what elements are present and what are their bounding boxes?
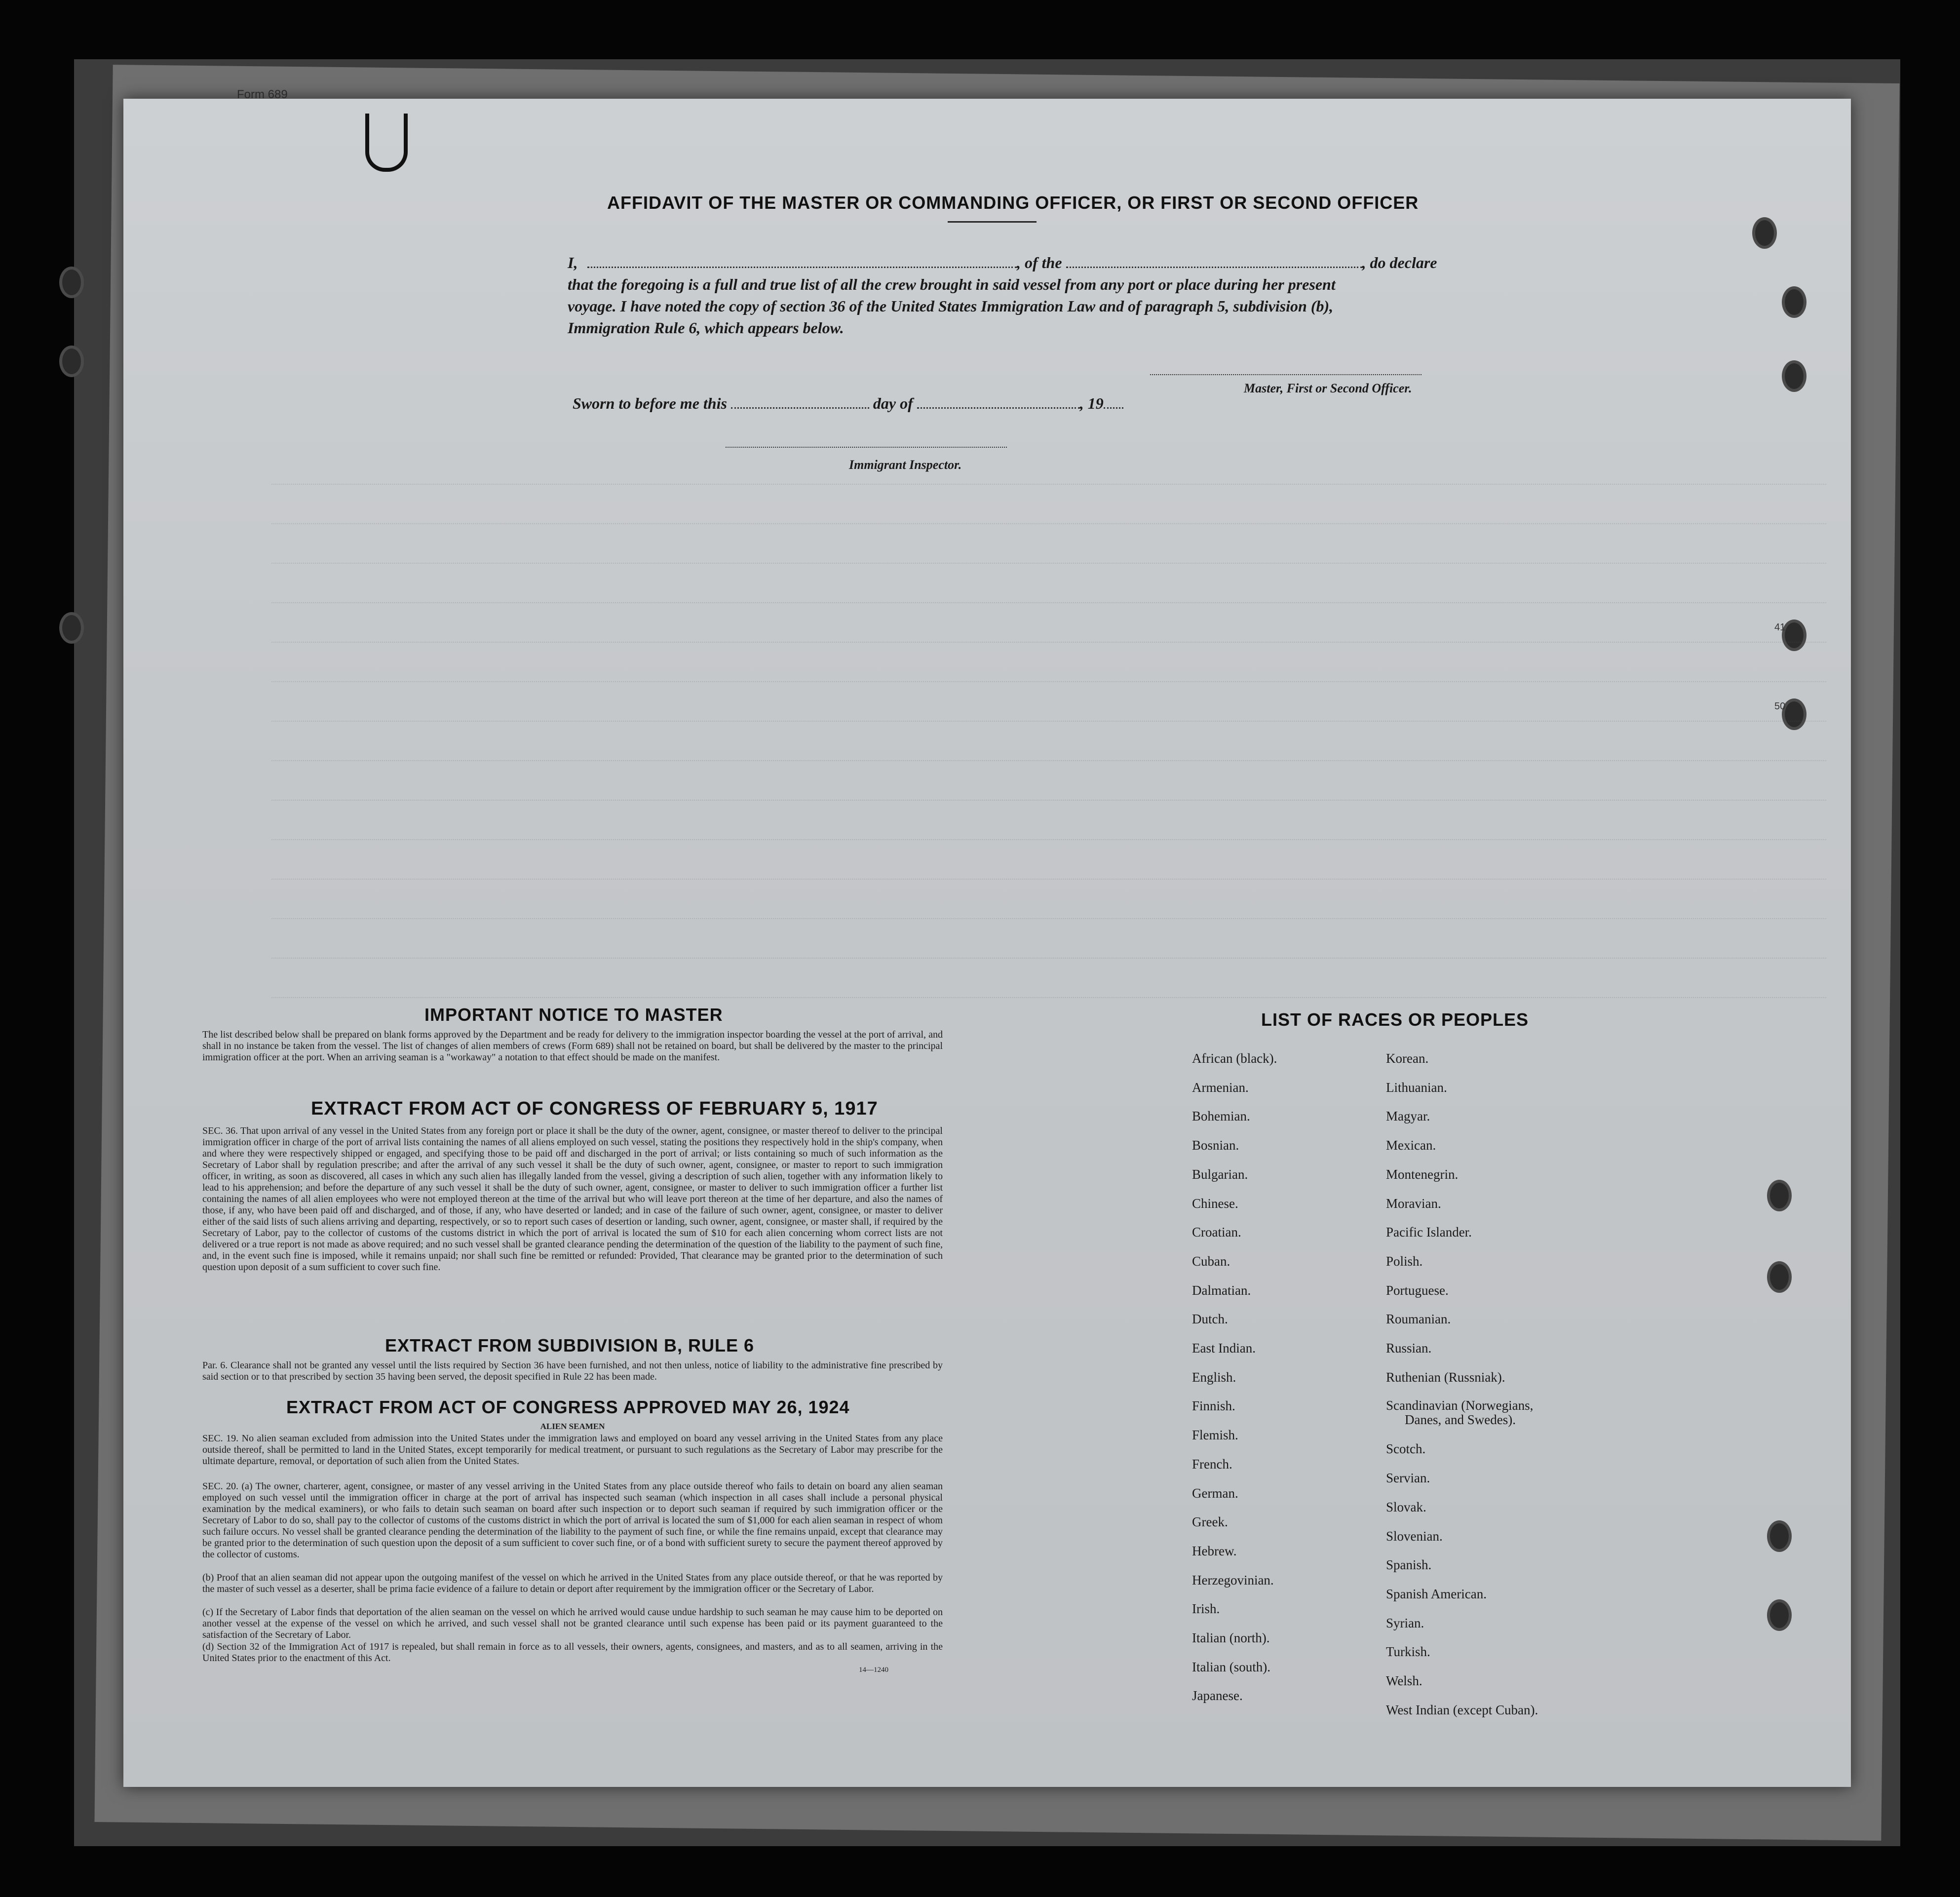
declarant-prefix: I, (568, 254, 578, 271)
race-item: African (black). (1192, 1051, 1277, 1066)
inspector-signature-line[interactable] (726, 447, 1007, 448)
extract-1924-sec19: SEC. 19. No alien seaman excluded from admission into the United States under the immigration laws and employed on board any vessel arriving in the United States from any place outside thereof, shall be permitted to land in the United States, except temporarily for medical treatment, or pursuant to such regulations as the Secretary of Labor may prescribe for the ultimate departure, removal, or deportation of such alien from the United States. (202, 1433, 943, 1467)
bleed-through-row (271, 602, 1826, 604)
race-item: Turkish. (1386, 1644, 1430, 1660)
race-item: Italian (south). (1192, 1659, 1270, 1674)
sworn-text: Sworn to before me this (573, 394, 727, 412)
bleed-through-row (271, 563, 1826, 564)
race-item: Armenian. (1192, 1080, 1249, 1095)
race-item: Russian. (1386, 1341, 1432, 1356)
binder-hole-right-3 (1782, 360, 1806, 392)
race-item: Servian. (1386, 1471, 1430, 1486)
affidavit-title: AFFIDAVIT OF THE MASTER OR COMMANDING OFFICER, OR FIRST OR SECOND OFFICER (607, 193, 1419, 213)
race-item: Slovenian. (1386, 1528, 1443, 1544)
races-title: LIST OF RACES OR PEOPLES (1261, 1009, 1529, 1030)
race-item: Spanish American. (1386, 1586, 1487, 1601)
margin-mark-50: 50 (1774, 701, 1786, 712)
race-item: German. (1192, 1485, 1238, 1501)
declare-text: , do declare (1362, 254, 1437, 271)
race-item: Roumanian. (1386, 1312, 1451, 1327)
race-item: Spanish. (1386, 1557, 1432, 1573)
form-number: Form 689 (237, 88, 288, 101)
race-item: Japanese. (1192, 1688, 1243, 1703)
master-signature-line[interactable] (1150, 374, 1422, 375)
races-column-2 (1386, 1044, 1538, 1724)
race-item: Irish. (1192, 1601, 1220, 1617)
race-item: Italian (north). (1192, 1630, 1270, 1646)
binder-hole-right-5 (1782, 698, 1806, 730)
extract-rule6-text: Par. 6. Clearance shall not be granted any vessel until the lists required by Section 36 have been furnished, and not then unless, notice of liability to the administrative fine prescribed by said section or to that prescribed by section 35 having been served, the deposit specified in Rule 22 has been made. (202, 1360, 943, 1382)
print-code: 14—1240 (859, 1666, 888, 1674)
race-item: Flemish. (1192, 1428, 1238, 1443)
binder-hole-left-1 (59, 267, 84, 298)
bleed-through-row (271, 879, 1826, 880)
race-item: Pacific Islander. (1386, 1225, 1472, 1240)
race-item: Chinese. (1192, 1196, 1238, 1211)
binder-hole-right-2 (1782, 286, 1806, 318)
race-item: Bohemian. (1192, 1109, 1250, 1124)
race-item: Moravian. (1386, 1196, 1441, 1211)
race-item: Scandinavian (Norwegians, (1386, 1398, 1534, 1413)
binder-hole-right-7 (1767, 1261, 1792, 1293)
race-item: Dalmatian. (1192, 1282, 1251, 1298)
sworn-line (573, 392, 1123, 414)
bleed-through-row (271, 721, 1826, 722)
year-prefix: , 19 (1079, 394, 1104, 412)
race-item: Cuban. (1192, 1253, 1230, 1269)
race-item: French. (1192, 1456, 1232, 1471)
bleed-through-row (271, 760, 1826, 762)
document-page (123, 88, 1851, 1787)
binder-hole-right-9 (1767, 1599, 1792, 1631)
races-column-1 (1192, 1044, 1277, 1710)
race-item: Ruthenian (Russniak). (1386, 1369, 1505, 1385)
day-of-text: day of (873, 394, 913, 412)
binder-hole-left-2 (59, 346, 84, 377)
paper-clip (365, 114, 408, 172)
bleed-through-row (271, 839, 1826, 841)
bleed-through-row (271, 484, 1826, 485)
extract-1924-subtitle: ALIEN SEAMEN (540, 1422, 605, 1431)
sworn-day-field[interactable] (731, 407, 869, 409)
race-item: Hebrew. (1192, 1543, 1237, 1558)
affidavit-statement (568, 252, 1579, 339)
sworn-month-field[interactable] (917, 407, 1080, 409)
bleed-through-row (271, 958, 1826, 959)
declarant-name-field[interactable] (587, 267, 1017, 268)
race-item: Montenegrin. (1386, 1166, 1459, 1182)
extract-1924-title: EXTRACT FROM ACT OF CONGRESS APPROVED MAY 26, 1924 (286, 1397, 850, 1417)
race-item: English. (1192, 1369, 1236, 1385)
race-item: Mexican. (1386, 1138, 1436, 1153)
bleed-through-row (271, 642, 1826, 643)
race-item: Dutch. (1192, 1312, 1228, 1327)
race-item: Syrian. (1386, 1615, 1424, 1630)
race-item: Scotch. (1386, 1441, 1426, 1457)
vessel-prefix: , of the (1017, 254, 1062, 271)
binder-hole-right-1 (1752, 217, 1777, 249)
race-item: Portuguese. (1386, 1282, 1449, 1298)
race-item: Lithuanian. (1386, 1080, 1447, 1095)
binder-hole-left-3 (59, 612, 84, 644)
race-item: Danes, and Swedes). (1405, 1412, 1516, 1428)
bleed-through-row (271, 918, 1826, 920)
sworn-year-field[interactable] (1104, 407, 1123, 409)
extract-1924-sec20a: SEC. 20. (a) The owner, charterer, agent, consignee, or master of any vessel arriving in the United States from any place outside thereof who fails to detain on board any alien seaman employed on such vessel until the immigration officer in charge at the port of arrival has inspected such seaman (which inspection in all cases shall include a personal physical examination by the medical examiners), or who fails to detain such seaman on board after such inspection or to deport such seaman if required by such immigration officer or the Secretary of Labor to do so, shall pay to the collector of customs of the customs district in which the port of arrival is located the sum of $1,000 for each alien seaman in respect of whom such failure occurs. No vessel shall be granted clearance pending the determination of the liability to the payment of such fine, or while the fine remains unpaid, except that clearance may be granted prior to the determination of such question upon the deposit of a sum sufficient to cover such fine, or of a bond with sufficient surety to secure the payment thereof approved by the collector of customs. (202, 1481, 943, 1560)
extract-1917-text: SEC. 36. That upon arrival of any vessel in the United States from any foreign port or place it shall be the duty of the owner, agent, consignee, or master thereof to deliver to the principal immigration officer in charge of the port of arrival lists containing the names of all aliens employed on such vessel, stating the positions they respectively hold in the ship's company, when and where they were respectively shipped or engaged, and specifying those to be paid off and discharged in the port of arrival; or lists containing so much of such information as the Secretary of Labor shall by regulation prescribe; and after the arrival of any such vessel it shall be the duty of such owner, agent, consignee, or master to report to such immigration officer, in writing, as soon as discovered, all cases in which any such alien has illegally landed from the vessel, giving a description of such alien, together with any information likely to lead to his apprehension; and before the departure of any such vessel it shall be the duty of such owner, agent, consignee, or master to deliver to such immigration officer a further list containing the names of all alien employees who were not employed thereon at the time of the arrival but who will leave port thereon at the time of her departure, and also the names of those, if any, who have been paid off and discharged, and of those, if any, who have deserted or landed; and in case of the failure of such owner, agent, consignee, or master to deliver either of the said lists of such aliens arriving and departing, respectively, or so to report such cases of desertion or landing, such owner, agent, consignee, or master shall, if required by the Secretary of Labor, pay to the collector of customs of the customs district in which the port of arrival is located the sum of $10 for each alien concerning whom correct lists are not delivered or a true report is not made as above required; and no such vessel shall be granted clearance pending the determination of the question of the liability to the payment of such fine, and, in the event such fine is imposed, while it remains unpaid; nor shall such fine be remitted or refunded: Provided, That clearance may be granted prior to the determination of such question upon deposit of a sum sufficient to cover such fine. (202, 1125, 943, 1273)
race-item: Welsh. (1386, 1673, 1422, 1689)
binder-hole-right-6 (1767, 1180, 1792, 1211)
race-item: Slovak. (1386, 1499, 1426, 1514)
extract-1924-sec20d: (d) Section 32 of the Immigration Act of 1917 is repealed, but shall remain in force as to all vessels, their owners, agents, consignees, and masters, and as to all seamen, arriving in the United States prior to the enactment of this Act. (202, 1641, 943, 1664)
extract-1924-sec20c: (c) If the Secretary of Labor finds that deportation of the alien seaman on the vessel on which he arrived would cause undue hardship to such seaman he may cause him to be deported on another vessel at the expense of the vessel on which he arrived, and such vessel shall not be granted clearance until such expense has been paid or its payment guaranteed to the satisfaction of the Secretary of Labor. (202, 1607, 943, 1640)
race-item: Polish. (1386, 1253, 1423, 1269)
race-item: Magyar. (1386, 1109, 1430, 1124)
affidavit-line-4: Immigration Rule 6, which appears below. (568, 319, 844, 337)
vessel-name-field[interactable] (1066, 267, 1362, 268)
extract-1924-sec20b: (b) Proof that an alien seaman did not appear upon the outgoing manifest of the vessel on which he arrived in the United States from any place outside thereof, or that he was reported by the master of such vessel as a deserter, shall be prima facie evidence of a failure to detain or deport after requirement by the immigration officer or the Secretary of Labor. (202, 1572, 943, 1594)
race-item: West Indian (except Cuban). (1386, 1702, 1538, 1717)
inspector-label: Immigrant Inspector. (849, 458, 962, 472)
affidavit-line-3: voyage. I have noted the copy of section 36 of the United States Immigration Law and of paragraph 5, subdivision (b), (568, 297, 1334, 315)
race-item: Finnish. (1192, 1398, 1235, 1414)
bleed-through-row (271, 681, 1826, 683)
race-item: Bulgarian. (1192, 1166, 1248, 1182)
bleed-through-row (271, 997, 1826, 999)
notice-title: IMPORTANT NOTICE TO MASTER (424, 1005, 723, 1025)
margin-mark-41: 41 (1774, 622, 1786, 633)
extract-rule6-title: EXTRACT FROM SUBDIVISION B, RULE 6 (385, 1335, 755, 1355)
master-signature-label: Master, First or Second Officer. (1244, 381, 1412, 395)
race-item: East Indian. (1192, 1341, 1256, 1356)
binder-hole-right-8 (1767, 1520, 1792, 1552)
title-underline (948, 221, 1037, 223)
affidavit-line-2: that the foregoing is a full and true list of all the crew brought in said vessel from any port or place during her present (568, 275, 1336, 293)
binder-hole-right-4 (1782, 619, 1806, 651)
race-item: Korean. (1386, 1051, 1429, 1066)
race-item: Croatian. (1192, 1225, 1241, 1240)
bleed-through-row (271, 800, 1826, 801)
race-item: Herzegovinian. (1192, 1572, 1274, 1587)
race-item: Greek. (1192, 1514, 1228, 1530)
extract-1917-title: EXTRACT FROM ACT OF CONGRESS OF FEBRUARY 5, 1917 (311, 1098, 878, 1119)
bleed-through-row (271, 523, 1826, 525)
race-item: Bosnian. (1192, 1138, 1239, 1153)
notice-text: The list described below shall be prepared on blank forms approved by the Department and be ready for delivery to the immigration inspector boarding the vessel at the port of arrival, and shall in no instance be taken from the vessel. The list of changes of alien members of crews (Form 689) shall not be retained on board, but shall be delivered by the master to the principal immigration officer at the port. When an arriving seaman is a "workaway" a notation to that effect should be made on the manifest. (202, 1029, 943, 1063)
